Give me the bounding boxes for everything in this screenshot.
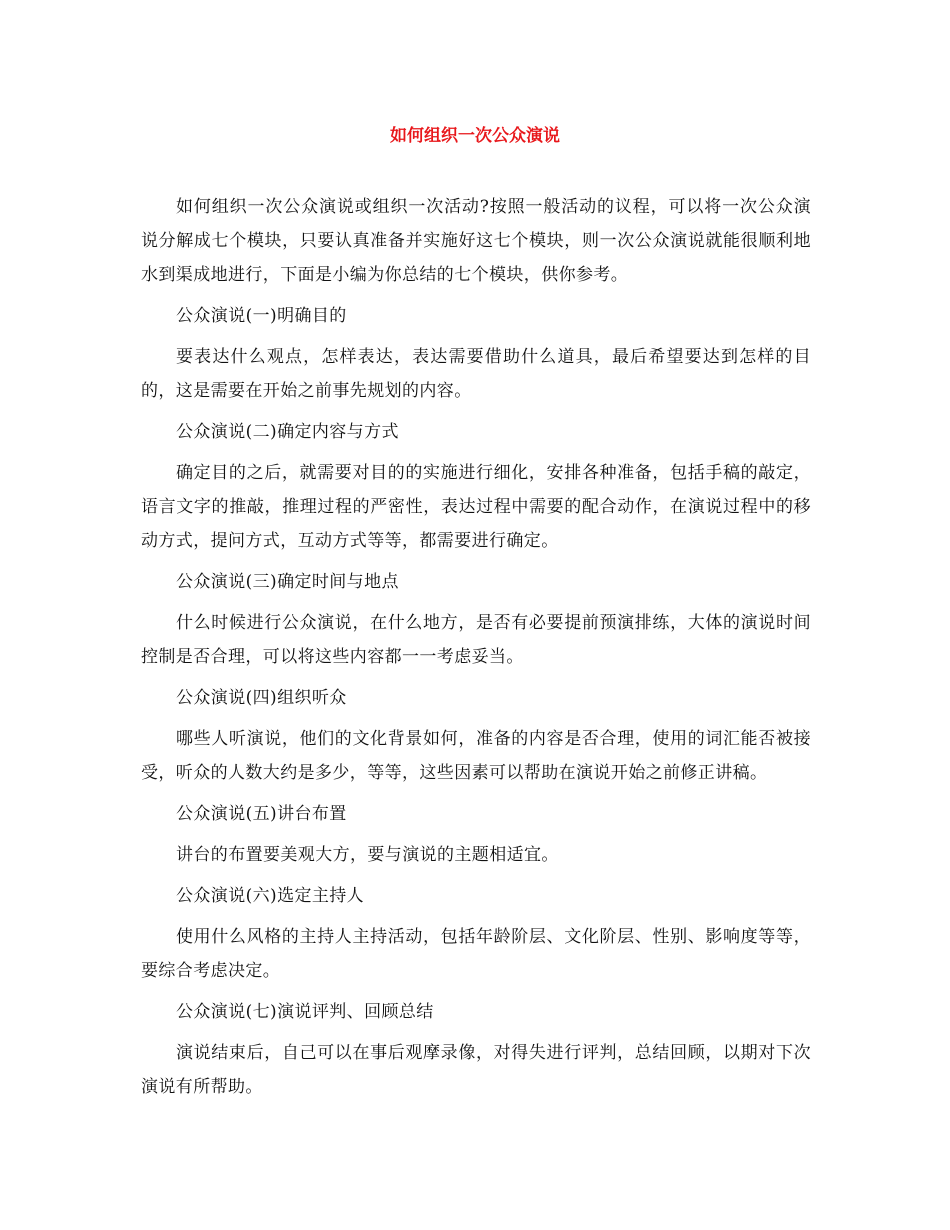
section-heading-5: 公众演说(五)讲台布置 xyxy=(176,804,347,824)
section-body-2: 确定目的之后，就需要对目的的实施进行细化，安排各种准备，包括手稿的敲定，语言文字的推敲，推理过程的严密性，表达过程中需要的配合动作，在演说过程中的移动方式，提问方式，互动方式等等，都需要进行确定。 xyxy=(141,463,811,551)
section-body-7: 演说结束后，自己可以在事后观摩录像，对得失进行评判，总结回顾，以期对下次演说有所帮助。 xyxy=(141,1043,811,1097)
intro-paragraph: 如何组织一次公众演说或组织一次活动?按照一般活动的议程，可以将一次公众演说分解成七个模块，只要认真准备并实施好这七个模块，则一次公众演说就能很顺利地水到渠成地进行，下面是小编为你总结的七个模块，供你参考。 xyxy=(141,197,811,285)
section-body-3: 什么时候进行公众演说，在什么地方，是否有必要提前预演排练，大体的演说时间控制是否合理，可以将这些内容都一一考虑妥当。 xyxy=(141,613,811,667)
section-heading-6: 公众演说(六)选定主持人 xyxy=(176,886,365,906)
section-heading-7: 公众演说(七)演说评判、回顾总结 xyxy=(176,1002,434,1022)
section-body-5: 讲台的布置要美观大方，要与演说的主题相适宜。 xyxy=(176,845,559,865)
section-heading-2: 公众演说(二)确定内容与方式 xyxy=(176,422,399,442)
section-heading-3: 公众演说(三)确定时间与地点 xyxy=(176,572,399,592)
section-heading-1: 公众演说(一)明确目的 xyxy=(176,306,347,326)
document-body xyxy=(141,190,811,1111)
section-body-6: 使用什么风格的主持人主持活动，包括年龄阶层、文化阶层、性别、影响度等等，要综合考虑决定。 xyxy=(141,927,811,981)
document-title: 如何组织一次公众演说 xyxy=(390,126,560,146)
section-body-1: 要表达什么观点，怎样表达，表达需要借助什么道具，最后希望要达到怎样的目的，这是需要在开始之前事先规划的内容。 xyxy=(141,347,811,401)
section-heading-4: 公众演说(四)组织听众 xyxy=(176,688,347,708)
section-body-4: 哪些人听演说，他们的文化背景如何，准备的内容是否合理，使用的词汇能否被接受，听众的人数大约是多少，等等，这些因素可以帮助在演说开始之前修正讲稿。 xyxy=(141,729,811,783)
